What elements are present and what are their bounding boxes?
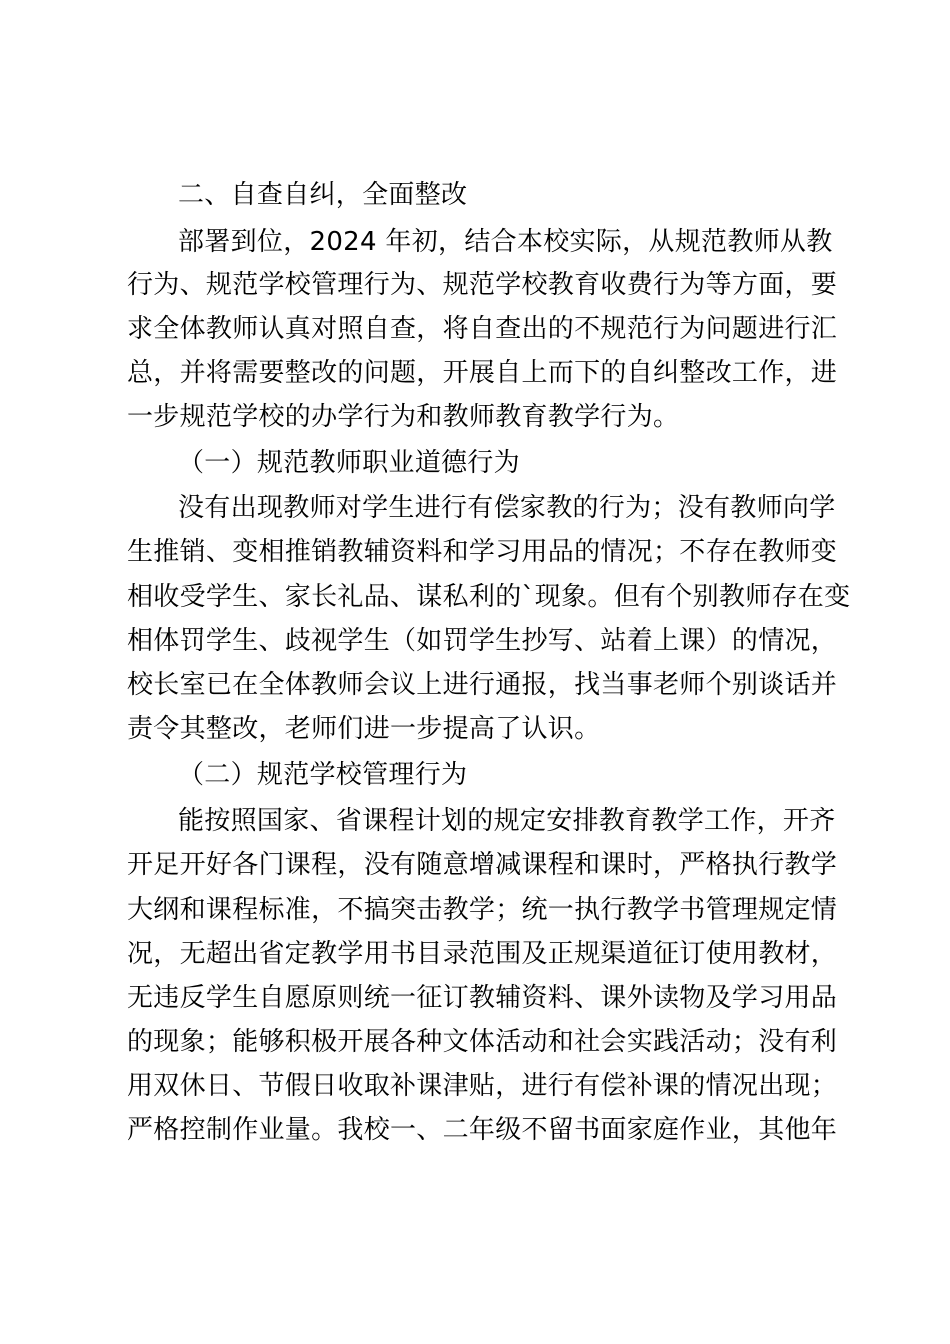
paragraph-line: 相收受学生、家长礼品、谋私利的`现象。但有个别教师存在变 [127,582,851,612]
paragraph-line: 一步规范学校的办学行为和教师教育教学行为。 [127,402,680,432]
paragraph-line: 大纲和课程标准，不搞突击教学；统一执行教学书管理规定情 [127,895,838,925]
subsection-heading: （二）规范学校管理行为 [178,760,468,790]
paragraph-line: 开足开好各门课程，没有随意增减课程和课时，严格执行教学 [127,850,838,880]
paragraph-line: 无违反学生自愿原则统一征订教辅资料、课外读物及学习用品 [127,983,838,1013]
paragraph-line: 严格控制作业量。我校一、二年级不留书面家庭作业，其他年 [127,1115,838,1145]
paragraph-line: 生推销、变相推销教辅资料和学习用品的情况；不存在教师变 [127,537,838,567]
paragraph-line: 校长室已在全体教师会议上进行通报，找当事老师个别谈话并 [127,670,838,700]
paragraph-line: 没有出现教师对学生进行有偿家教的行为；没有教师向学 [178,493,836,523]
paragraph-line: 相体罚学生、歧视学生（如罚学生抄写、站着上课）的情况， [127,626,838,656]
paragraph-line: 况，无超出省定教学用书目录范围及正规渠道征订使用教材， [127,939,838,969]
paragraph-line: 的现象；能够积极开展各种文体活动和社会实践活动；没有利 [127,1027,838,1057]
paragraph-line: 行为、规范学校管理行为、规范学校教育收费行为等方面，要 [127,270,838,300]
paragraph-line: 总，并将需要整改的问题，开展自上而下的自纠整改工作，进 [127,358,838,388]
paragraph-line: 能按照国家、省课程计划的规定安排教育教学工作，开齐 [178,806,836,836]
section-heading: 二、自查自纠，全面整改 [178,180,468,210]
paragraph-line: 用双休日、节假日收取补课津贴，进行有偿补课的情况出现； [127,1071,838,1101]
subsection-heading: （一）规范教师职业道德行为 [178,448,520,478]
paragraph-line: 求全体教师认真对照自查，将自查出的不规范行为问题进行汇 [127,314,838,344]
paragraph-line: 部署到位，2024 年初，结合本校实际，从规范教师从教 [178,227,833,257]
paragraph-line: 责令其整改，老师们进一步提高了认识。 [127,714,601,744]
